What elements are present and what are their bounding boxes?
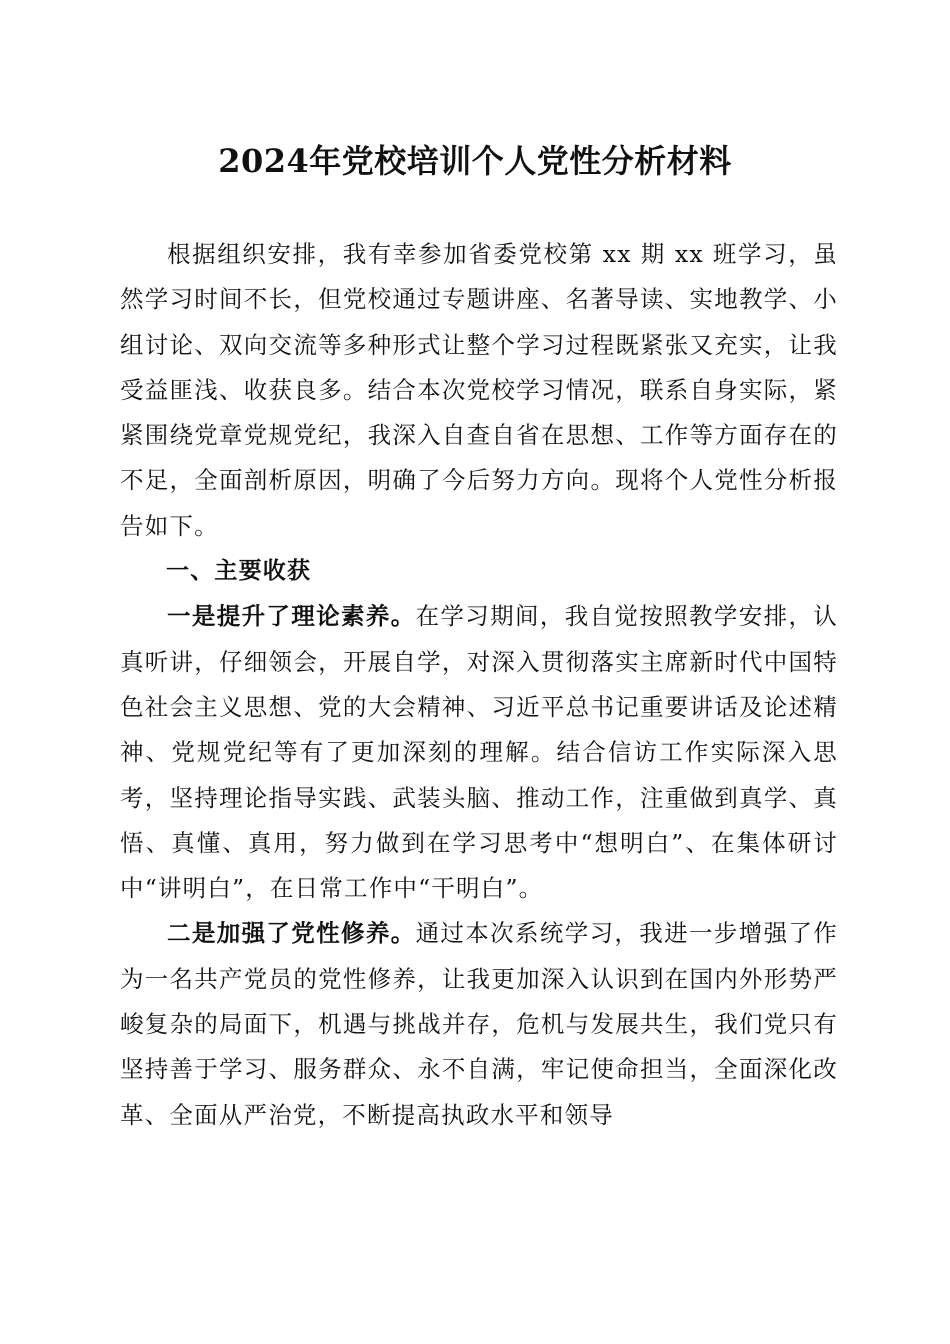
- paragraph-party-spirit-lead: 二是加强了党性修养。: [167, 919, 416, 948]
- section-heading-main-gains: 一、主要收获: [166, 558, 312, 585]
- document-title: 2024年党校培训个人党性分析材料: [218, 142, 732, 180]
- paragraph-party-spirit-text: 通过本次系统学习，我进一步增强了作为一名共产党员的党性修养，让我更加深入认识到在国内外形势严峻复杂的局面下，机遇与挑战并存，危机与发展共生，我们党只有坚持善于学习、服务群众、永不自满，牢记使命担当，全面深化改革、全面从严治党，不断提高执政水平和领导: [120, 919, 838, 1129]
- paragraph-theory-lead: 一是提升了理论素养。: [167, 602, 416, 631]
- paragraph-theory-text: 在学习期间，我自觉按照教学安排，认真听讲，仔细领会，开展自学，对深入贯彻落实主席新时代中国特色社会主义思想、党的大会精神、习近平总书记重要讲话及论述精神、党规党纪等有了更加深刻的理解。结合信访工作实际深入思考，坚持理论指导实践、武装头脑、推动工作，注重做到真学、真悟、真懂、真用，努力做到在学习思考中“想明白”、在集体研讨中“讲明白”，在日常工作中“干明白”。: [120, 602, 838, 903]
- paragraph-theory: [120, 594, 838, 911]
- document-body: [120, 232, 838, 1138]
- intro-paragraph: 根据组织安排，我有幸参加省委党校第 xx 期 xx 班学习，虽然学习时间不长，但党校通过专题讲座、名著导读、实地教学、小组讨论、双向交流等多种形式让整个学习过程既紧张又充实，让我受益匪浅、收获良多。结合本次党校学习情况，联系自身实际，紧紧围绕党章党规党纪，我深入自查自省在思想、工作等方面存在的不足，全面剖析原因，明确了今后努力方向。现将个人党性分析报告如下。: [120, 240, 838, 540]
- paragraph-party-spirit: [120, 911, 838, 1137]
